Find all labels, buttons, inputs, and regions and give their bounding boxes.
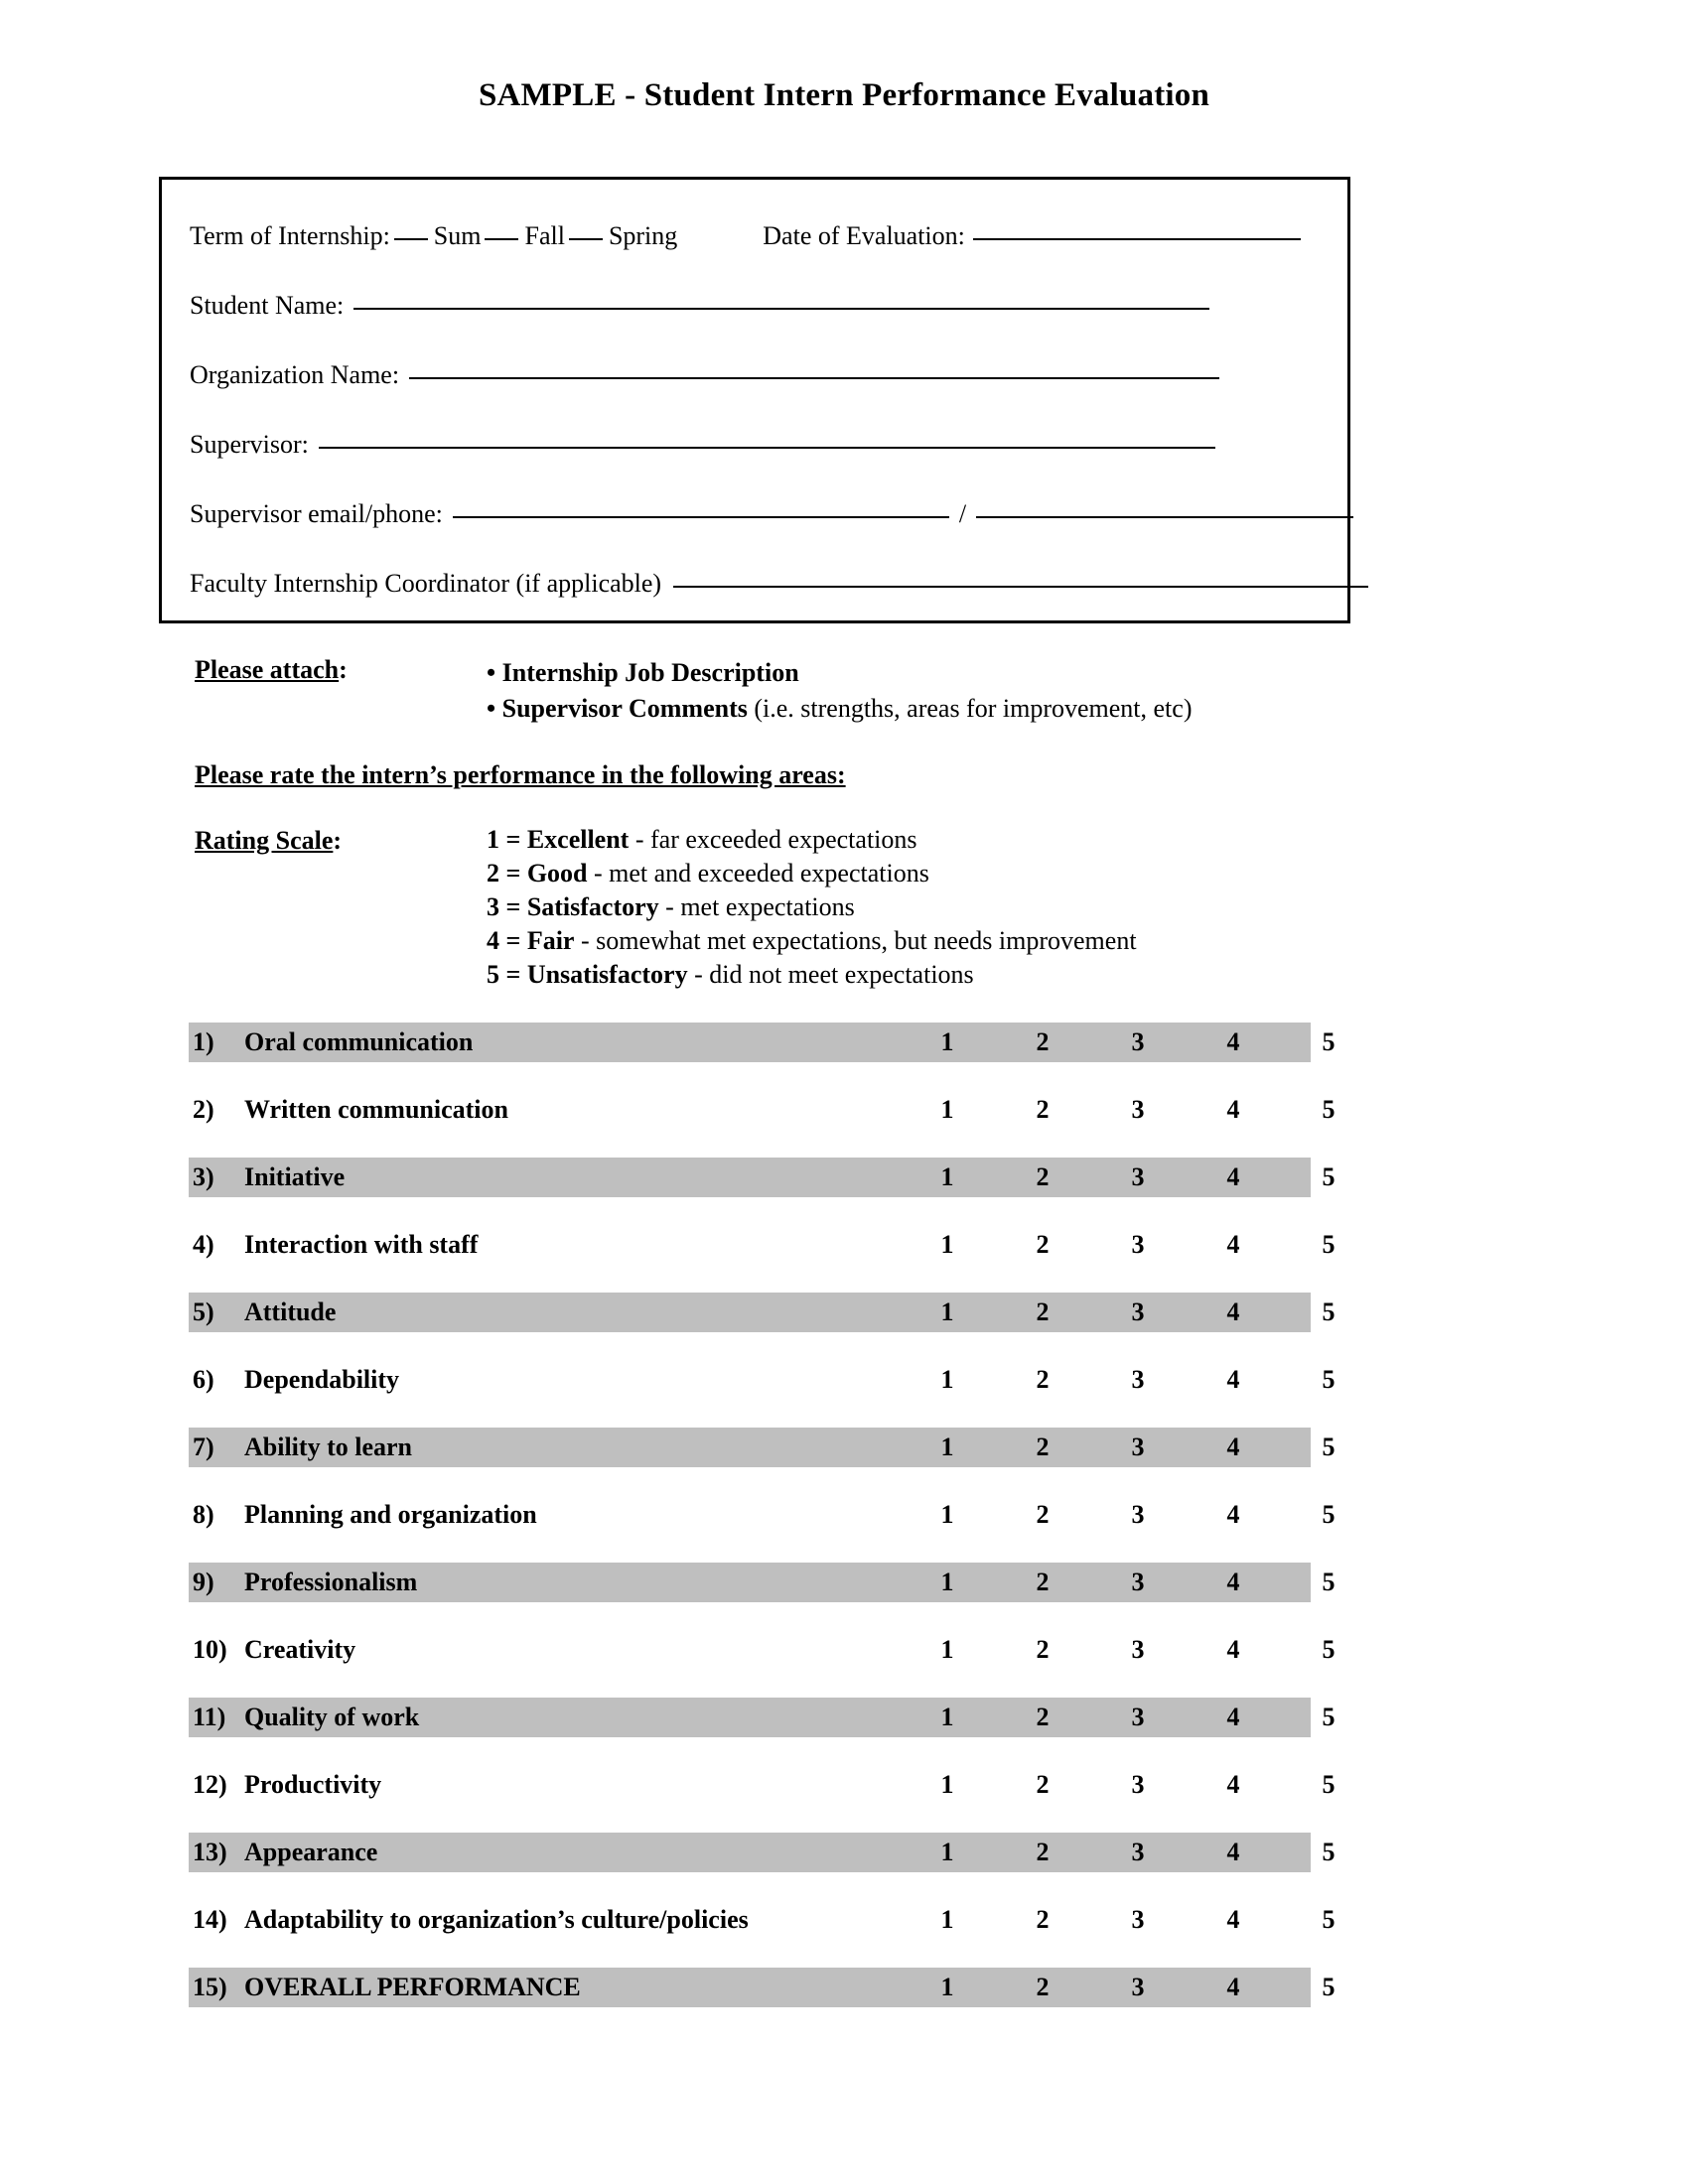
rating-score-option[interactable]: 1 (940, 1770, 954, 1799)
rating-score-option[interactable]: 1 (940, 1703, 954, 1731)
rating-row-number: 3) (193, 1162, 214, 1191)
supervisor-email-field[interactable] (453, 516, 949, 518)
rating-row-label: Professionalism (244, 1568, 418, 1596)
rating-row-number: 12) (193, 1770, 227, 1799)
rating-score-option[interactable]: 5 (1322, 1027, 1336, 1056)
rating-score-option[interactable]: 3 (1131, 1162, 1145, 1191)
rating-scale-colon: : (333, 826, 343, 855)
student-name-label: Student Name: (190, 291, 345, 320)
rating-score-option[interactable]: 2 (1036, 1703, 1050, 1731)
rating-score-group (900, 1568, 1376, 1597)
rating-scale-desc: - did not meet expectations (687, 960, 974, 989)
table-row (189, 1158, 1336, 1197)
rating-score-option[interactable]: 2 (1036, 1095, 1050, 1124)
rating-score-option[interactable]: 4 (1226, 1500, 1240, 1529)
supervisor-label: Supervisor: (190, 430, 309, 459)
rating-row-number: 4) (193, 1230, 214, 1259)
rating-row-label: Written communication (244, 1095, 508, 1124)
rating-score-group (900, 1095, 1376, 1125)
rating-score-option[interactable]: 4 (1226, 1973, 1240, 2001)
table-row (189, 1495, 1336, 1535)
attach-item-list (487, 655, 1192, 727)
rating-score-group (900, 1297, 1376, 1327)
student-name-row (190, 291, 1209, 321)
rating-score-option[interactable]: 2 (1036, 1297, 1050, 1326)
rating-score-group (900, 1703, 1376, 1732)
rating-score-option[interactable]: 3 (1131, 1703, 1145, 1731)
rating-score-option[interactable]: 1 (940, 1230, 954, 1259)
rating-score-option[interactable]: 4 (1226, 1635, 1240, 1664)
rating-row-number: 10) (193, 1635, 227, 1664)
please-attach-label (195, 655, 348, 685)
rating-score-option[interactable]: 3 (1131, 1433, 1145, 1461)
rating-row-number: 14) (193, 1905, 227, 1934)
attach-item-rest-text: (i.e. strengths, areas for improvement, etc) (747, 694, 1193, 723)
rating-score-option[interactable]: 3 (1131, 1770, 1145, 1799)
rating-row-label: Oral communication (244, 1027, 474, 1056)
supervisor-field[interactable] (319, 447, 1215, 449)
rating-score-option[interactable]: 1 (940, 1095, 954, 1124)
table-row (189, 1630, 1336, 1670)
table-row (189, 1090, 1336, 1130)
table-row (189, 1968, 1336, 2007)
faculty-coordinator-row (190, 569, 1368, 599)
supervisor-phone-field[interactable] (976, 516, 1353, 518)
rating-scale-list (487, 823, 1137, 992)
organization-name-label: Organization Name: (190, 360, 400, 389)
rating-score-option[interactable]: 4 (1226, 1568, 1240, 1596)
rating-scale-entry (487, 958, 1137, 992)
page-title: SAMPLE - Student Intern Performance Evaluation (478, 77, 1210, 113)
rating-score-group (900, 1635, 1376, 1665)
rating-scale-key: 2 = Good (487, 859, 588, 887)
rating-scale-text: Rating Scale (195, 826, 334, 855)
date-of-evaluation-label: Date of Evaluation: (763, 221, 965, 250)
rating-row-label: Interaction with staff (244, 1230, 479, 1259)
rating-row-number: 11) (193, 1703, 226, 1731)
rating-score-option[interactable]: 5 (1322, 1297, 1336, 1326)
faculty-coordinator-field[interactable] (673, 586, 1368, 588)
rating-row-number: 1) (193, 1027, 214, 1056)
rating-scale-entry (487, 857, 1137, 890)
rating-score-option[interactable]: 4 (1226, 1297, 1240, 1326)
rating-row-label: Productivity (244, 1770, 382, 1799)
table-row (189, 1900, 1336, 1940)
rating-score-option[interactable]: 5 (1322, 1770, 1336, 1799)
rating-score-option[interactable]: 5 (1322, 1162, 1336, 1191)
rating-row-label: Initiative (244, 1162, 346, 1191)
rate-performance-heading: Please rate the intern’s performance in the following areas: (195, 760, 846, 789)
rating-score-group (900, 1838, 1376, 1867)
term-of-internship-row (190, 221, 1301, 251)
rating-score-option[interactable]: 4 (1226, 1230, 1240, 1259)
attach-item-bold-text: Supervisor Comments (501, 694, 748, 723)
rating-row-number: 15) (193, 1973, 227, 2001)
rating-row-number: 6) (193, 1365, 214, 1394)
organization-name-field[interactable] (409, 377, 1219, 379)
attach-list-item (487, 691, 1192, 727)
rating-score-option[interactable]: 1 (940, 1500, 954, 1529)
rating-score-group (900, 1770, 1376, 1800)
rating-score-option[interactable]: 2 (1036, 1905, 1050, 1934)
rating-score-option[interactable]: 3 (1131, 1297, 1145, 1326)
rating-scale-entry (487, 890, 1137, 924)
rating-score-option[interactable]: 2 (1036, 1027, 1050, 1056)
rating-scale-entry (487, 924, 1137, 958)
rating-scale-desc: - met expectations (658, 892, 855, 921)
rating-score-option[interactable]: 5 (1322, 1568, 1336, 1596)
rating-score-option[interactable]: 1 (940, 1905, 954, 1934)
rating-score-option[interactable]: 3 (1131, 1027, 1145, 1056)
table-row (189, 1428, 1336, 1467)
rating-score-group (900, 1027, 1376, 1057)
rating-scale-key: 1 = Excellent (487, 825, 630, 854)
rating-row-label: Creativity (244, 1635, 356, 1664)
attach-item-bold-text: Internship Job Description (501, 658, 799, 687)
rating-score-option[interactable]: 2 (1036, 1838, 1050, 1866)
rating-score-option[interactable]: 2 (1036, 1635, 1050, 1664)
term-fall-label: Fall (524, 221, 565, 250)
rating-score-option[interactable]: 1 (940, 1162, 954, 1191)
table-row (189, 1765, 1336, 1805)
rating-score-option[interactable]: 1 (940, 1568, 954, 1596)
rating-score-option[interactable]: 1 (940, 1433, 954, 1461)
rating-row-label: Adaptability to organization’s culture/policies (244, 1905, 749, 1934)
rating-row-number: 5) (193, 1297, 214, 1326)
rating-score-option[interactable]: 1 (940, 1297, 954, 1326)
rating-score-option[interactable]: 5 (1322, 1905, 1336, 1934)
student-name-field[interactable] (353, 308, 1209, 310)
term-of-internship-label: Term of Internship: (190, 221, 390, 250)
please-attach-text: Please attach (195, 655, 340, 684)
rating-score-group (900, 1230, 1376, 1260)
rating-score-option[interactable]: 1 (940, 1365, 954, 1394)
rating-row-number: 2) (193, 1095, 214, 1124)
rating-row-label: Attitude (244, 1297, 337, 1326)
term-fall-checkline[interactable] (485, 238, 518, 240)
rating-score-option[interactable]: 5 (1322, 1230, 1336, 1259)
rating-score-option[interactable]: 2 (1036, 1433, 1050, 1461)
organization-name-row (190, 360, 1219, 390)
rating-score-option[interactable]: 2 (1036, 1568, 1050, 1596)
rating-table (189, 1023, 1336, 2035)
rating-row-label: Planning and organization (244, 1500, 537, 1529)
rating-score-group (900, 1162, 1376, 1192)
rating-row-label: OVERALL PERFORMANCE (244, 1973, 581, 2001)
rating-score-option[interactable]: 4 (1226, 1433, 1240, 1461)
rating-score-option[interactable]: 4 (1226, 1838, 1240, 1866)
rating-score-option[interactable]: 3 (1131, 1500, 1145, 1529)
supervisor-contact-row (190, 499, 1353, 529)
rating-row-number: 8) (193, 1500, 214, 1529)
rating-score-option[interactable]: 5 (1322, 1433, 1336, 1461)
table-row (189, 1293, 1336, 1332)
rating-score-option[interactable]: 4 (1226, 1770, 1240, 1799)
rating-scale-desc: - somewhat met expectations, but needs improvement (574, 926, 1137, 955)
rating-score-option[interactable]: 3 (1131, 1230, 1145, 1259)
rating-score-option[interactable]: 4 (1226, 1027, 1240, 1056)
rating-score-option[interactable]: 3 (1131, 1568, 1145, 1596)
rating-score-option[interactable]: 4 (1226, 1365, 1240, 1394)
rating-score-option[interactable]: 1 (940, 1838, 954, 1866)
rating-score-option[interactable]: 5 (1322, 1635, 1336, 1664)
rating-score-option[interactable]: 4 (1226, 1095, 1240, 1124)
rating-score-option[interactable]: 1 (940, 1027, 954, 1056)
rating-score-group (900, 1973, 1376, 2002)
rating-scale-entry (487, 823, 1137, 857)
rating-score-option[interactable]: 5 (1322, 1365, 1336, 1394)
internship-info-box (159, 177, 1350, 623)
rating-score-option[interactable]: 1 (940, 1635, 954, 1664)
term-spring-checkline[interactable] (569, 238, 603, 240)
rating-row-label: Dependability (244, 1365, 400, 1394)
rating-score-option[interactable]: 3 (1131, 1365, 1145, 1394)
rating-score-option[interactable]: 3 (1131, 1095, 1145, 1124)
term-sum-label: Sum (433, 221, 482, 250)
rating-score-option[interactable]: 3 (1131, 1635, 1145, 1664)
attach-bullet-icon: • (487, 658, 496, 687)
supervisor-contact-label: Supervisor email/phone: (190, 499, 443, 528)
term-spring-label: Spring (608, 221, 678, 250)
rating-score-group (900, 1365, 1376, 1395)
table-row (189, 1360, 1336, 1400)
rating-score-option[interactable]: 5 (1322, 1095, 1336, 1124)
rating-score-option[interactable]: 2 (1036, 1500, 1050, 1529)
rating-score-option[interactable]: 3 (1131, 1838, 1145, 1866)
rating-scale-label (195, 826, 342, 856)
rating-score-option[interactable]: 5 (1322, 1973, 1336, 2001)
rating-score-option[interactable]: 2 (1036, 1973, 1050, 2001)
rating-scale-key: 4 = Fair (487, 926, 575, 955)
rating-row-label: Quality of work (244, 1703, 420, 1731)
rating-score-option[interactable]: 2 (1036, 1770, 1050, 1799)
rating-score-group (900, 1500, 1376, 1530)
rating-score-option[interactable]: 4 (1226, 1905, 1240, 1934)
table-row (189, 1563, 1336, 1602)
rating-scale-key: 3 = Satisfactory (487, 892, 659, 921)
rating-score-option[interactable]: 2 (1036, 1230, 1050, 1259)
rating-scale-key: 5 = Unsatisfactory (487, 960, 688, 989)
rating-scale-desc: - met and exceeded expectations (587, 859, 929, 887)
rating-scale-desc: - far exceeded expectations (629, 825, 917, 854)
supervisor-row (190, 430, 1215, 460)
table-row (189, 1833, 1336, 1872)
rating-score-option[interactable]: 5 (1322, 1500, 1336, 1529)
rating-row-number: 13) (193, 1838, 227, 1866)
rating-row-number: 7) (193, 1433, 214, 1461)
attach-list-item (487, 655, 1192, 691)
rating-row-label: Appearance (244, 1838, 378, 1866)
date-of-evaluation-field[interactable] (973, 238, 1301, 240)
rating-row-number: 9) (193, 1568, 214, 1596)
rating-score-option[interactable]: 3 (1131, 1973, 1145, 2001)
table-row (189, 1225, 1336, 1265)
rating-row-label: Ability to learn (244, 1433, 412, 1461)
rating-score-option[interactable]: 4 (1226, 1703, 1240, 1731)
rating-score-option[interactable]: 1 (940, 1973, 954, 2001)
rating-score-option[interactable]: 2 (1036, 1365, 1050, 1394)
term-sum-checkline[interactable] (394, 238, 428, 240)
faculty-coordinator-label: Faculty Internship Coordinator (if applicable) (190, 569, 662, 598)
contact-separator: / (958, 499, 967, 528)
rating-score-option[interactable]: 3 (1131, 1905, 1145, 1934)
rating-score-option[interactable]: 5 (1322, 1703, 1336, 1731)
table-row (189, 1698, 1336, 1737)
rating-score-option[interactable]: 5 (1322, 1838, 1336, 1866)
attach-bullet-icon: • (487, 694, 496, 723)
rating-score-group (900, 1433, 1376, 1462)
please-attach-colon: : (339, 655, 348, 684)
rating-score-option[interactable]: 2 (1036, 1162, 1050, 1191)
rating-score-option[interactable]: 4 (1226, 1162, 1240, 1191)
rating-score-group (900, 1905, 1376, 1935)
table-row (189, 1023, 1336, 1062)
